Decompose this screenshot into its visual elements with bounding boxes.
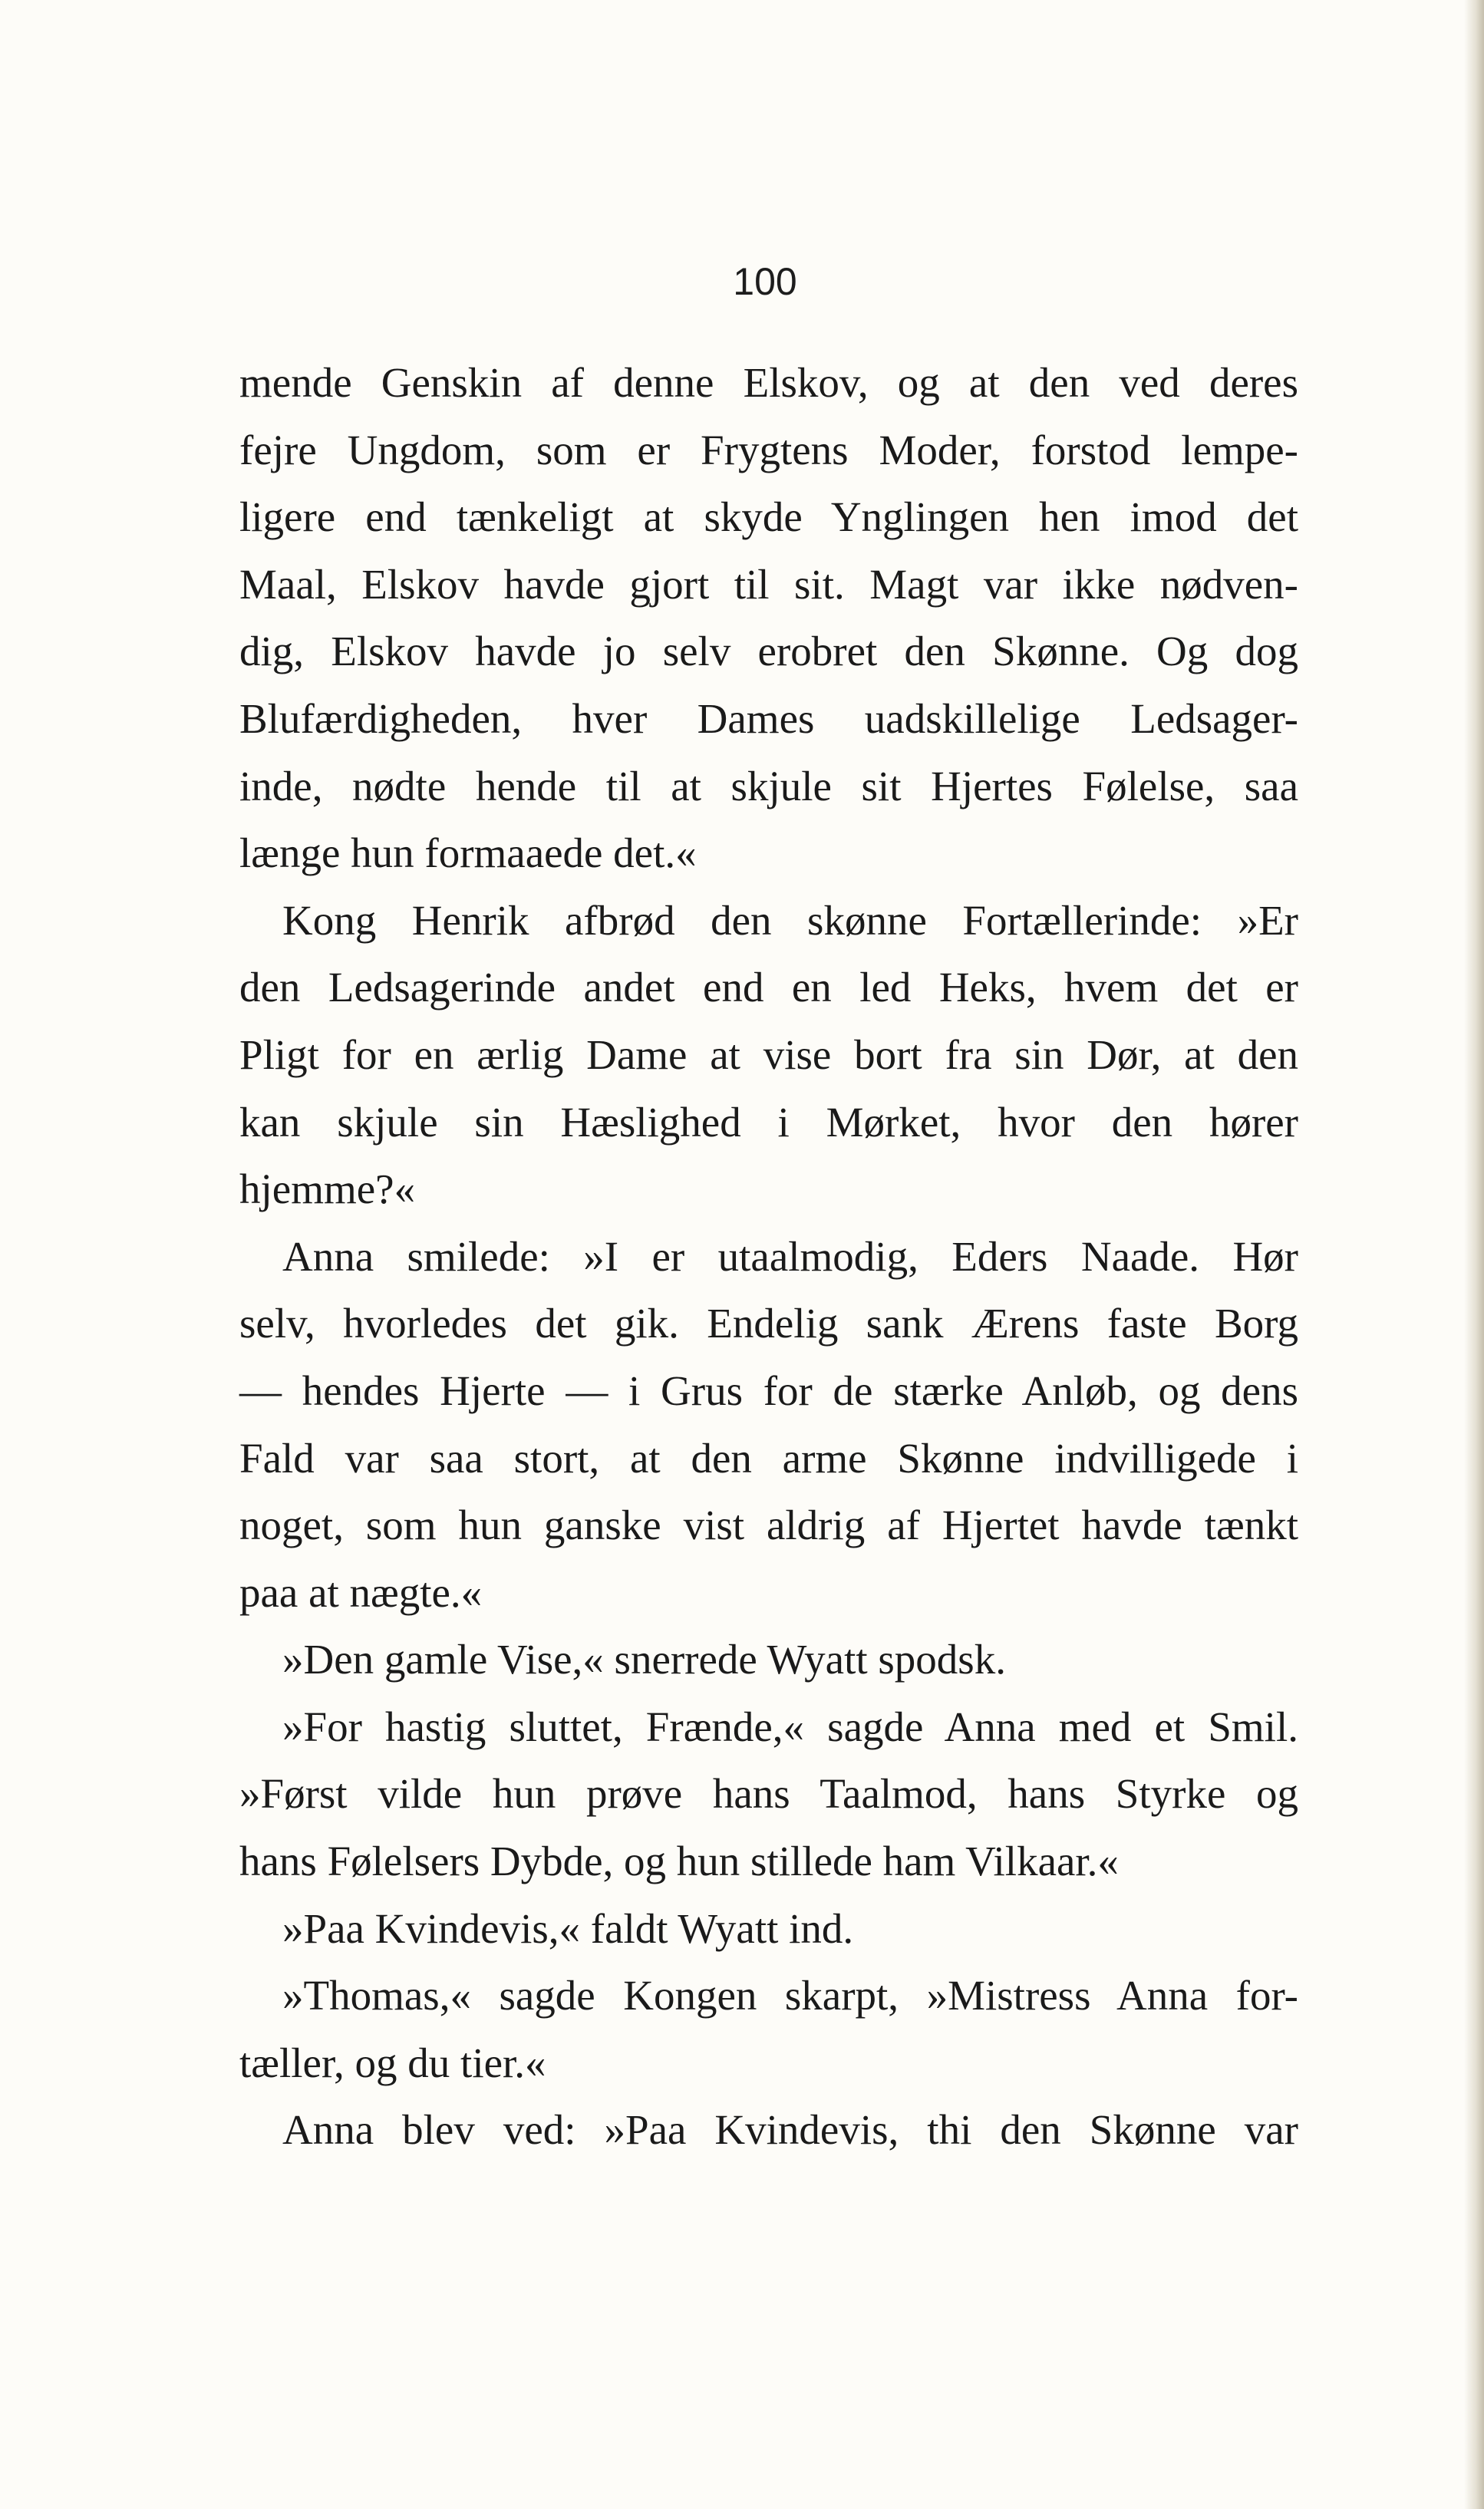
page-edge-shadow <box>1464 0 1484 2509</box>
text-line: Pligt for en ærlig Dame at vise bort fra sin Dør, at den <box>239 1030 1298 1078</box>
text-line: dig, Elskov havde jo selv erobret den Skønne. Og dog <box>239 628 1298 675</box>
text-line: »Thomas,« sagde Kongen skarpt, »Mistress Anna for- <box>282 1972 1298 2019</box>
text-line: »For hastig sluttet, Frænde,« sagde Anna med et Smil. <box>282 1703 1298 1750</box>
text-line: hjemme?« <box>239 1165 416 1213</box>
text-line: Kong Henrik afbrød den skønne Fortællerinde: »Er <box>282 896 1298 944</box>
text-line: den Ledsagerinde andet end en led Heks, hvem det er <box>239 964 1298 1011</box>
text-line: Blufærdigheden, hver Dames uadskillelige Ledsager- <box>239 694 1298 742</box>
text-line: kan skjule sin Hæslighed i Mørket, hvor den hører <box>239 1098 1298 1146</box>
text-line: Fald var saa stort, at den arme Skønne indvilligede i <box>239 1434 1298 1482</box>
text-line: hans Følelsers Dybde, og hun stillede ham Vilkaar.« <box>239 1838 1119 1885</box>
text-line: mende Genskin af denne Elskov, og at den ved deres <box>239 359 1298 406</box>
text-line: paa at nægte.« <box>239 1568 483 1616</box>
page-number: 100 <box>733 260 797 303</box>
text-line: inde, nødte hende til at skjule sit Hjertes Følelse, saa <box>239 762 1298 809</box>
text-line: Maal, Elskov havde gjort til sit. Magt var ikke nødven- <box>239 560 1298 608</box>
text-line: Anna blev ved: »Paa Kvindevis, thi den Skønne var <box>282 2106 1298 2154</box>
text-line: tæller, og du tier.« <box>239 2039 546 2086</box>
text-line: »Paa Kvindevis,« faldt Wyatt ind. <box>282 1904 854 1952</box>
text-line: Anna smilede: »I er utaalmodig, Eders Naade. Hør <box>282 1232 1298 1280</box>
text-line: længe hun formaaede det.« <box>239 829 697 877</box>
text-line: noget, som hun ganske vist aldrig af Hjertet havde tænkt <box>239 1502 1298 1549</box>
text-line: »Først vilde hun prøve hans Taalmod, hans Styrke og <box>239 1770 1298 1818</box>
text-line: — hendes Hjerte — i Grus for de stærke Anløb, og dens <box>239 1367 1298 1414</box>
body-text <box>239 349 1298 2164</box>
text-line: »Den gamle Vise,« snerrede Wyatt spodsk. <box>282 1636 1006 1683</box>
text-line: ligere end tænkeligt at skyde Ynglingen hen imod det <box>239 493 1298 541</box>
text-line: fejre Ungdom, som er Frygtens Moder, forstod lempe- <box>239 426 1298 473</box>
text-line: selv, hvorledes det gik. Endelig sank Ærens faste Borg <box>239 1300 1298 1347</box>
